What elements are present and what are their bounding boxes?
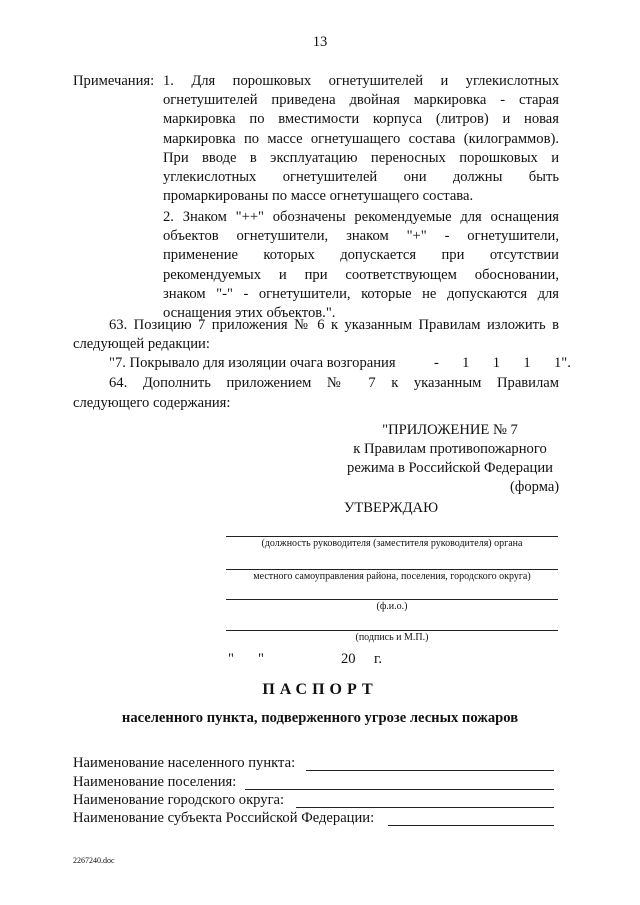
note-1-line: огнетушителей приведена двойная маркировка - старая <box>163 92 559 109</box>
signature-line <box>226 599 558 600</box>
authority-caption: местного самоуправления района, поселения, городского округа) <box>253 571 531 582</box>
note-2 <box>163 208 559 323</box>
note-1-line: маркировка по вместимости корпуса (литров) и новая <box>163 111 559 128</box>
notes-label: Примечания: <box>73 73 155 89</box>
field-city-district-label: Наименование городского округа: <box>73 792 285 808</box>
passport-subtitle: населенного пункта, подверженного угрозе лесных пожаров <box>121 710 519 726</box>
item-64-line-1: 64. Дополнить приложением № 7 к указанным Правилам <box>109 375 559 391</box>
signature-line <box>226 630 558 631</box>
date-quote-close: " <box>258 651 264 667</box>
note-1-line: маркировка по массе огнетушащего состава (килограммов). <box>163 130 559 147</box>
note-1-line: промаркированы по массе огнетушащего состава. <box>163 188 474 205</box>
date-year-suffix: г. <box>374 651 382 667</box>
item-63-values: - 1 1 1 1". <box>434 355 571 371</box>
name-caption: (ф.и.о.) <box>376 601 408 612</box>
field-subject-input[interactable] <box>388 825 554 826</box>
note-2-line: 2. Знаком "++" обозначены рекомендуемые для оснащения <box>163 209 559 225</box>
page-number: 13 <box>312 34 328 50</box>
note-1-line: При вводе в эксплуатацию переносных порошковых и <box>163 149 559 166</box>
date-quote-open: " <box>228 651 234 667</box>
passport-title: ПАСПОРТ <box>262 681 378 698</box>
note-2-line: объектов огнетушители, знаком "+" - огнетушители, <box>163 228 559 245</box>
footer-filename: 2267240.doc <box>73 856 115 865</box>
note-1-line: углекислотных огнетушителей они должны быть <box>163 169 559 186</box>
appendix-block <box>330 421 570 479</box>
note-2-line: рекомендуемых и при соответствующем обосновании, <box>163 266 559 283</box>
signature-caption: (подпись и М.П.) <box>355 632 429 643</box>
appendix-title: "ПРИЛОЖЕНИЕ № 7 <box>382 422 518 438</box>
field-municipality-label: Наименование поселения: <box>73 774 237 790</box>
signature-line <box>226 536 558 537</box>
item-64-line-2: следующего содержания: <box>73 395 231 411</box>
form-label: (форма) <box>510 479 560 495</box>
date-year: 20 <box>341 651 356 667</box>
note-2-line: знаком "-" - огнетушители, которые не допускаются для <box>163 285 559 302</box>
note-1 <box>163 72 559 206</box>
item-63-line-2: следующей редакции: <box>73 336 210 352</box>
field-city-district-input[interactable] <box>296 807 554 808</box>
field-settlement-input[interactable] <box>306 770 554 771</box>
appendix-line-2: к Правилам противопожарного <box>353 441 547 458</box>
approve-title: УТВЕРЖДАЮ <box>344 500 439 516</box>
note-2-line: применение которых допускается при отсутствии <box>163 247 559 264</box>
field-settlement-label: Наименование населенного пункта: <box>73 755 296 771</box>
note-2-line: оснащения этих объектов.". <box>163 305 336 322</box>
item-63-line-3: "7. Покрывало для изоляции очага возгорания <box>109 355 396 371</box>
signature-line <box>226 569 558 570</box>
field-municipality-input[interactable] <box>245 789 554 790</box>
appendix-line-3: режима в Российской Федерации <box>347 460 553 477</box>
note-1-line: 1. Для порошковых огнетушителей и углекислотных <box>163 73 559 89</box>
item-63-line-1: 63. Позицию 7 приложения № 6 к указанным Правилам изложить в <box>109 317 559 333</box>
position-caption: (должность руководителя (заместителя руководителя) органа <box>261 538 523 549</box>
field-subject-label: Наименование субъекта Российской Федерации: <box>73 810 375 826</box>
